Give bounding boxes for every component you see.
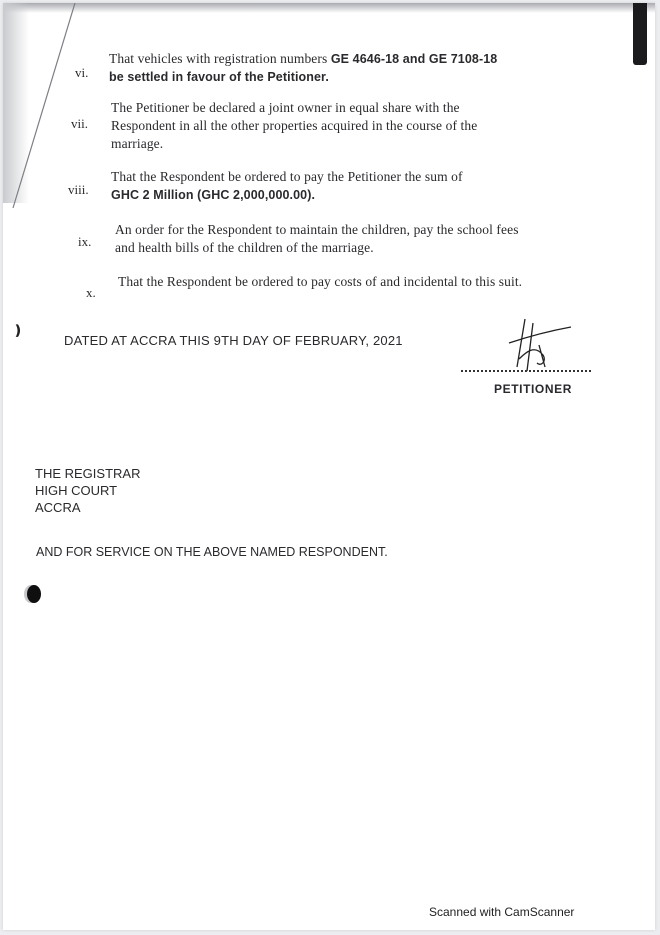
item-line: That the Respondent be ordered to pay costs of and incidental to this suit.	[118, 274, 523, 289]
service-line: AND FOR SERVICE ON THE ABOVE NAMED RESPONDENT.	[36, 545, 388, 559]
prayer-item-vi	[109, 50, 497, 86]
item-line: An order for the Respondent to maintain the children, pay the school fees	[115, 222, 519, 237]
item-number: vii.	[71, 116, 88, 131]
camscanner-watermark: Scanned with CamScanner	[429, 905, 575, 919]
amount-text: GHC 2 Million (GHC 2,000,000.00).	[111, 188, 316, 202]
registrar-address	[35, 465, 140, 516]
dated-line: DATED AT ACCRA THIS 9TH DAY OF FEBRUARY, 2021	[64, 333, 403, 348]
signature	[497, 315, 577, 375]
item-number: vi.	[75, 65, 89, 80]
address-line: ACCRA	[35, 500, 81, 515]
item-text: That vehicles with registration numbers	[109, 51, 331, 66]
item-number: viii.	[68, 182, 89, 197]
scan-top-shadow	[3, 3, 655, 13]
item-line: Respondent in all the other properties acquired in the course of the	[111, 118, 478, 133]
item-line: The Petitioner be declared a joint owner in equal share with the	[111, 100, 460, 115]
registration-numbers: GE 4646-18 and GE 7108-18	[330, 52, 498, 66]
scan-mark-icon: ❫	[12, 324, 24, 339]
prayer-item-vii	[111, 99, 477, 153]
prayer-item-x	[118, 273, 522, 291]
item-line: marriage.	[111, 136, 164, 151]
prayer-item-viii	[111, 168, 463, 204]
petitioner-label: PETITIONER	[494, 382, 573, 396]
item-number: x.	[86, 285, 96, 300]
item-line: That the Respondent be ordered to pay the Petitioner the sum of	[111, 169, 463, 184]
address-line: THE REGISTRAR	[35, 466, 141, 481]
item-line: and health bills of the children of the marriage.	[115, 240, 374, 255]
address-line: HIGH COURT	[35, 483, 118, 498]
punch-hole	[27, 585, 41, 603]
prayer-item-ix	[115, 221, 519, 257]
binding-clip	[633, 3, 647, 65]
signature-dotted-line	[461, 370, 591, 372]
item-number: ix.	[78, 234, 92, 249]
item-text-bold: be settled in favour of the Petitioner.	[109, 70, 329, 84]
document-page	[3, 3, 655, 930]
